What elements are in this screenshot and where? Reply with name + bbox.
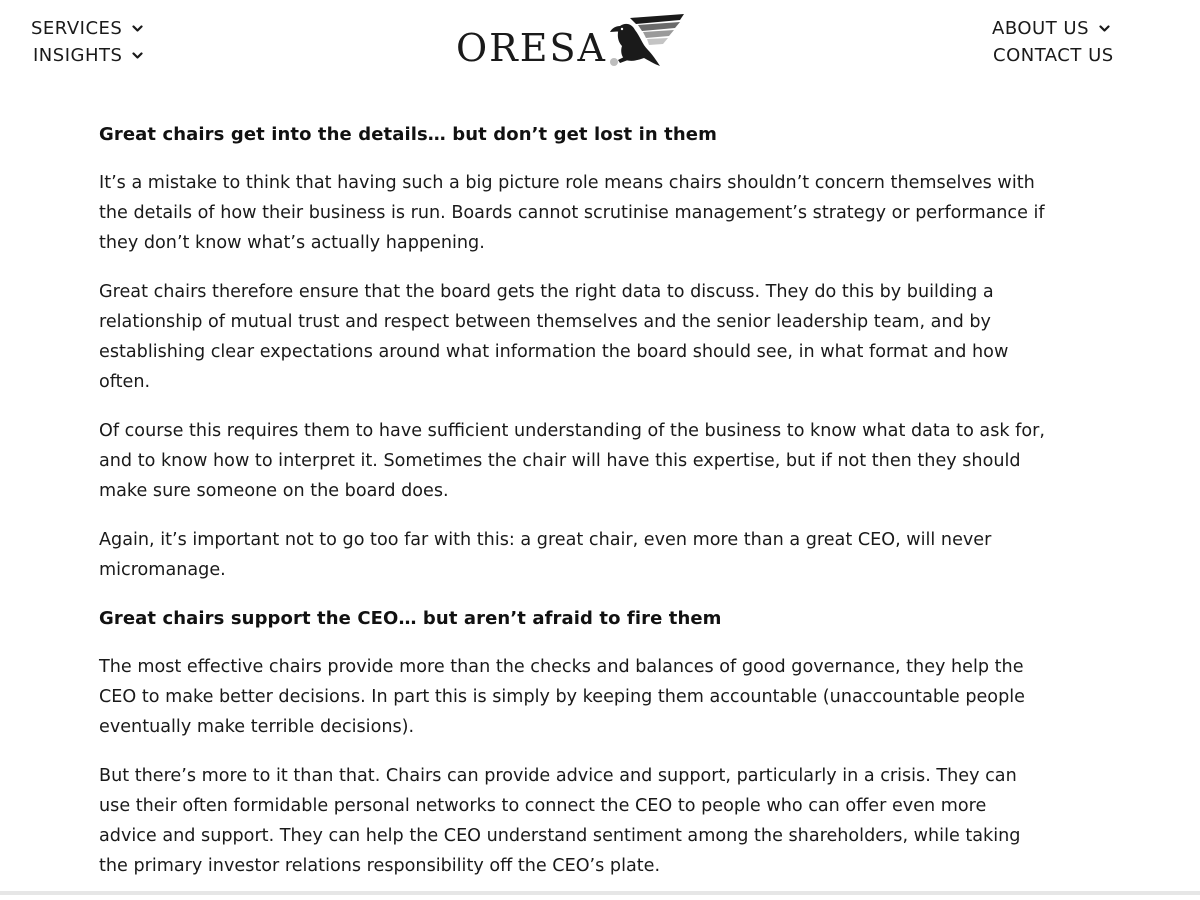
- page-bottom-edge: [0, 891, 1200, 895]
- nav-insights-label: INSIGHTS: [33, 45, 123, 66]
- chevron-down-icon: [1099, 25, 1110, 33]
- nav-about-us-label: ABOUT US: [992, 18, 1090, 39]
- nav-insights[interactable]: [33, 45, 143, 67]
- nav-contact-us-label: CONTACT US: [993, 45, 1114, 66]
- section-heading: Great chairs support the CEO… but aren’t afraid to fire them: [99, 608, 722, 629]
- eagle-icon: [602, 12, 688, 72]
- logo-wordmark: ORESA: [456, 26, 607, 70]
- chevron-down-icon: [132, 52, 143, 60]
- chevron-down-icon: [132, 25, 143, 33]
- paragraph: Again, it’s important not to go too far with this: a great chair, even more than a great CEO, will never micromanage.: [99, 530, 992, 580]
- paragraph: It’s a mistake to think that having such a big picture role means chairs shouldn’t concern themselves with the details of how their business is run. Boards cannot scrutinise management’s strategy or performance if they don’t know what’s actually happening.: [99, 173, 1045, 253]
- paragraph: But there’s more to it than that. Chairs can provide advice and support, particularly in a crisis. They can use their often formidable personal networks to connect the CEO to people who can offer even more advice and support. They can help the CEO understand sentiment among the shareholders, while taking the primary investor relations responsibility off the CEO’s plate.: [99, 766, 1021, 876]
- nav-about-us[interactable]: [992, 18, 1110, 40]
- nav-services[interactable]: [31, 18, 143, 40]
- article-body: [99, 120, 1049, 900]
- nav-services-label: SERVICES: [31, 18, 123, 39]
- nav-contact-us[interactable]: [993, 45, 1114, 67]
- paragraph: The most effective chairs provide more than the checks and balances of good governance, they help the CEO to make better decisions. In part this is simply by keeping them accountable (unaccountable people eventually make terrible decisions).: [99, 657, 1025, 737]
- paragraph: Great chairs therefore ensure that the board gets the right data to discuss. They do this by building a relationship of mutual trust and respect between themselves and the senior leadership team, and by establishing clear expectations around what information the board should see, in what format and how often.: [99, 282, 1009, 392]
- section-heading: Great chairs get into the details… but don’t get lost in them: [99, 124, 717, 145]
- paragraph: Of course this requires them to have sufficient understanding of the business to know what data to ask for, and to know how to interpret it. Sometimes the chair will have this expertise, but if not then they should make sure someone on the board does.: [99, 421, 1045, 501]
- brand-logo[interactable]: [452, 12, 692, 72]
